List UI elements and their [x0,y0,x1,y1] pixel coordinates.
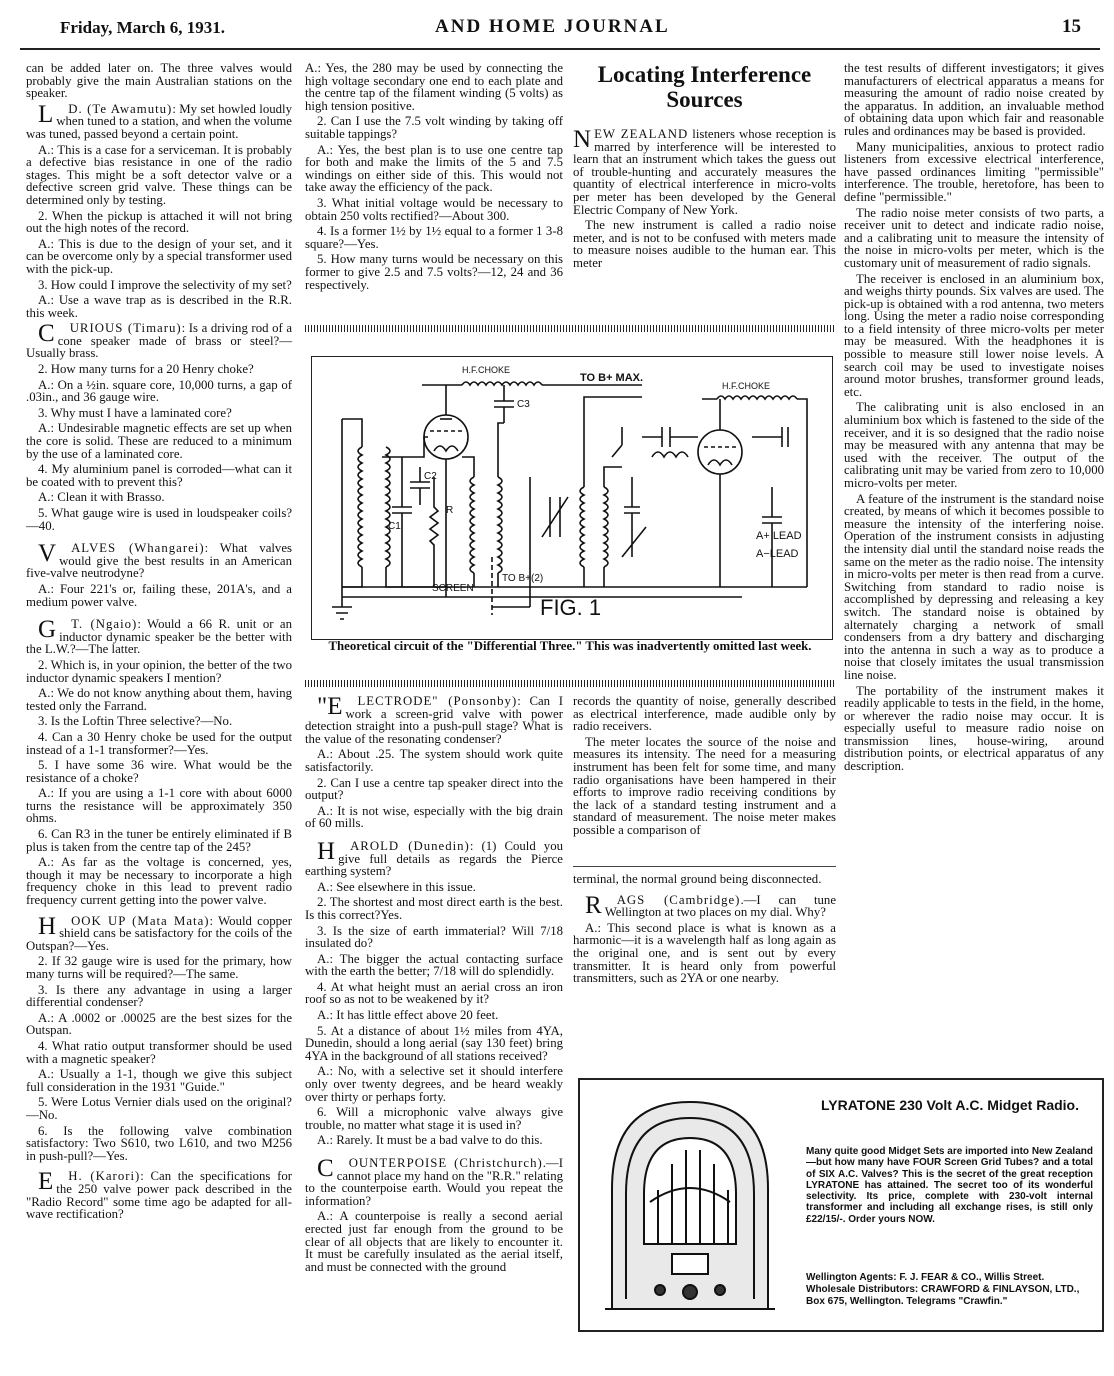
question: 3. What initial voltage would be necessary to obtain 250 volts rectified?—About 300. [305,195,563,223]
answer: A.: On a ½in. square core, 10,000 turns, a gap of .03in., and 36 gauge wire. [26,377,292,405]
question: 2. The shortest and most direct earth is the best. Is this correct?Yes. [305,895,563,922]
circuit-figure [311,356,833,640]
answer: A.: Usually a 1-1, though we give this subject full consideration in the 1931 "Guide." [26,1067,292,1094]
label-to-b2: TO B+(2) [502,573,544,584]
article-paragraph: The radio noise meter consists of two parts, a receiver unit to detect and indicate radio noise, and a calibrating unit to measure the intensity of the noise in micro-volts per meter, which is the customary unit of measurement of radio signals. [844,205,1104,270]
query-rags: R AGS (Cambridge).—I can tune Wellington at two places on my dial. Why? [585,891,836,920]
answer: A.: Rarely. It must be a bad valve to do this. [317,1133,543,1148]
query-electrode: "E LECTRODE" (Ponsonby): Can I work a screen-grid valve with power detection straight into a push-pull stage? What is the value of the resonating condenser? [305,693,563,746]
paragraph: can be added later on. The three valves would probably give the main Australian stations on the speaker. [26,61,292,101]
answer: A.: A counterpoise is really a second aerial erected just far enough from the ground to be clear of all objects that are likely to encounter it. It must be carefully insulated as the aerial itself, and must be connected with the ground [305,1209,563,1274]
article-paragraph: A feature of the instrument is the standard noise created, by means of which it becomes possible to measure the intensity of the interfering noise. Operation of the instrument consists in adjusting the intensity dial until the standard noise reads the same on the meter as the radio noise. The intensity in micro-volts per meter is then read from a curve. Switching from standard to radio noise is accomplished by depressing and releasing a key switch. The standard noise is obtained by alternately charging a network of small condensers from a dry battery and discharging into the antenna in such a way as to produce a noise that closely imitates the usual transmission line noise. [844,491,1104,682]
question: 2. How many turns for a 20 Henry choke? [38,362,254,377]
query-gt: G T. (Ngaio): Would a 66 R. unit or an inductor dynamic speaker be the better with the L.W.?—The latter. [26,616,292,657]
answer: A.: Clean it with Brasso. [38,490,165,505]
question: 3. Is the Loftin Three selective?—No. [38,714,233,729]
lyratone-advertisement [578,1078,1104,1332]
answer: A.: It has little effect above 20 feet. [317,1008,499,1023]
question: 3. Is the size of earth immaterial? Will 7/18 insulated do? [305,923,563,951]
column-rule [573,866,836,867]
label-c1: C1 [388,521,401,532]
answer: A.: This is a case for a serviceman. It is probably a defective bias resistance in one of the radio stages. This might be a soft detector valve or a defective screen grid valve. These things can be determined only by testing. [26,142,292,207]
ad-agents: Wellington Agents: F. J. FEAR & CO., Willis Street. [806,1272,1045,1283]
question: 3. Is there any advantage in using a larger differential condenser? [26,982,292,1010]
article-paragraph: The receiver is enclosed in an aluminium box, and weighs thirty pounds. Six valves are used. The pick-up is obtained with a rod antenna, two meters long. Using the meter a radio noise corresponding to a field intensity of three micro-volts per meter may be measured. With the headphones it is possible to measure still lower noise levels. A search coil may be used to investigate noises around motor brushes, transformer ground leads, etc. [844,271,1104,399]
article-paragraph: records the quantity of noise, generally described as electrical interference, made audible only by radio receivers. [573,694,836,734]
question: 4. Can a 30 Henry choke be used for the output instead of a 1-1 transformer?—Yes. [26,729,292,757]
column-2-bottom [305,695,563,1276]
answer: A.: The bigger the actual contacting surface with the earth the better; 7/18 will do splendidly. [305,951,563,979]
label-a-minus-lead: A−LEAD [756,548,799,560]
query-harold: H AROLD (Dunedin): (1) Could you give full details as regards the Pierce earthing system? [305,837,563,879]
question: 2. Can I use a centre tap speaker direct into the output? [305,775,563,803]
article-paragraph: The portability of the instrument makes it readily applicable to tests in the field, in the home, or wherever the radio noise may occur. It is especially useful to measure radio noise on transmission lines, house-wiring, around distribution points, or electrical apparatus of any description. [844,683,1104,774]
question: 4. What ratio output transformer should be used with a magnetic speaker? [26,1038,292,1066]
article-paragraph: The meter locates the source of the noise and measures its intensity. The need for a measuring instrument has been felt for some time, and many radio organisations have been hampered in their efforts to improve radio receiving conditions by the lack of a standard testing instrument and a standard of measurement. The noise meter makes possible a comparison of [573,734,836,837]
answer: A.: Yes, the 280 may be used by connecting the high voltage secondary one end to each plate and the centre tap of the filament winding (5 volts) as high tension positive. [305,61,563,113]
question: 4. Is a former 1½ by 1½ equal to a former 1 3-8 square?—Yes. [305,224,563,251]
question: 2. When the pickup is attached it will not bring out the high notes of the record. [26,208,292,236]
ad-footer [806,1272,1093,1308]
query-hookup: H OOK UP (Mata Mata): Would copper shield cans be satisfactory for the coils of the Outspan?—Yes. [26,912,292,953]
answer: A.: This is due to the design of your set, and it can be overcome only by a special transformer used with the pick-up. [26,236,292,276]
query-eh: E H. (Karori): Can the specifications for the 250 valve power pack described in the "Radio Record" some time ago be adapted for all-wave rectification? [26,1168,292,1222]
page-header [0,0,1114,44]
question: 2. If 32 gauge wire is used for the primary, how many turns will be required?—The same. [26,954,292,981]
masthead: AND HOME JOURNAL [435,16,670,37]
question: 6. Is the following valve combination satisfactory: Two S610, two L610, and two M256 in push-pull?—Yes. [26,1123,292,1163]
issue-date: Friday, March 6, 1931. [60,18,225,37]
article-column-top [573,62,836,273]
article-title: Locating Interference Sources [597,62,812,112]
ad-title: LYRATONE 230 Volt A.C. Midget Radio. [821,1097,1079,1113]
query-valves: V ALVES (Whangarei): What valves would give the best results in an American five-valve neutrodyne? [26,540,292,581]
column-1 [26,62,292,1224]
question: 6. Will a microphonic valve always give trouble, no matter what stage it is used in? [305,1105,563,1132]
question: 3. Why must I have a laminated core? [38,405,232,420]
label-screen: SCREEN [432,583,474,594]
question: 3. How could I improve the selectivity of my set? [38,277,292,292]
question: 2. Which is, in your opinion, the better of the two inductor dynamic speakers I mention? [26,657,292,685]
circuit-diagram [312,357,832,639]
answer: A.: Use a wave trap as is described in the R.R. this week. [26,293,292,320]
question: 6. Can R3 in the tuner be entirely eliminated if B plus is taken from the centre tap of the 245? [26,827,292,854]
answer: A.: It is not wise, especially with the big drain of 60 mills. [305,803,563,831]
label-hf-choke-1: H.F.CHOKE [462,365,511,375]
label-c2: C2 [424,471,437,482]
label-r: R [446,505,454,516]
answer: A.: This second place is what is known as a harmonic—it is a wavelength half as long again as the original one, and is sent out by every transmitter. It is heard only from powerful transmitters, such as 2YA or one nearby. [573,920,836,986]
radio-cabinet-illustration [600,1094,780,1316]
question: 5. How many turns would be necessary on this former to give 2.5 and 7.5 volts?—12, 24 and 36 respectively. [305,252,563,292]
answer: A.: As far as the voltage is concerned, yes, though it may be necessary to incorporate a high frequency choke in this lead to prevent radio frequency current getting into the power valve. [26,855,292,908]
query-counterpoise: C OUNTERPOISE (Christchurch).—I cannot place my hand on the "R.R." relating to the counterpoise earth. Would you repeat the information? [305,1155,563,1208]
page-number: 15 [1062,16,1081,37]
label-hf-choke-2: H.F.CHOKE [722,381,771,391]
answer: A.: Undesirable magnetic effects are set up when the core is solid. These are reduced to a minimum by the use of a laminated core. [26,421,292,461]
answer: A.: About .25. The system should work quite satisfactorily. [305,747,563,774]
answer: A.: See elsewhere in this issue. [317,879,476,894]
ornamental-rule [305,680,835,687]
answer: A.: If you are using a 1-1 core with about 6000 turns the resistance will be approximately 350 ohms. [26,786,292,826]
header-rule [20,48,1100,50]
article-paragraph: The new instrument is called a radio noise meter, and is not to be confused with meters made to measure noises audible to the human ear. This meter [573,218,836,270]
question: 4. My aluminium panel is corroded—what can it be coated with to prevent this? [26,462,292,489]
ornamental-rule [305,325,835,332]
column-2-top [305,62,563,294]
ad-body: Many quite good Midget Sets are imported into New Zealand—but how many have FOUR Screen Grid Tubes? and a total of SIX A.C. Valves? This is the secret of the great reception LYRATONE has attained. The secret too of its wonderful selectivity. Its price, complete with 230-volt internal transformer and including all exchange rises, is still only £22/15/-. Order yours NOW. [806,1146,1093,1225]
question: 4. At what height must an aerial cross an iron roof so as not to be weakened by it? [305,979,563,1007]
figure-caption: Theoretical circuit of the "Differential Three." This was inadvertently omitted last week. [328,639,812,653]
article-column-bottom [573,695,836,840]
article-paragraph: The calibrating unit is also enclosed in an aluminium box which is fastened to the side of the receiver, and it is so designed that the radio noise may be measured with any antenna that may be used with the receiver. The output of the calibrating unit may be varied from zero to 10,000 micro-volts per meter. [844,400,1104,490]
question: 2. Can I use the 7.5 volt winding by taking off suitable tappings? [305,114,563,141]
question: 5. At a distance of about 1½ miles from 4YA, Dunedin, should a long aerial (say 130 feet) bring 4YA in the background of all stations received? [305,1023,563,1063]
answer: A.: Yes, the best plan is to use one centre tap for both and make the limits of the 5 and 7.5 windings on either side of this. This would not take away the efficiency of the pack. [305,142,563,195]
article-column-right [844,62,1104,776]
article-paragraph: the test results of different investigators; it gives manufacturers of electrical apparatus a means for measuring the amount of radio noise created by the apparatus. In addition, an invaluable method of obtaining data upon which fair and reasonable rules and ordinances may be based is provided. [844,61,1104,138]
question: 5. I have some 36 wire. What would be the resistance of a choke? [26,758,292,785]
article-paragraph: Many municipalities, anxious to protect radio listeners from excessive electrical interference, have passed ordinances limiting "permissible" interference. The trouble, heretofore, has been to define "permissible." [844,139,1104,204]
paragraph: terminal, the normal ground being disconnected. [573,872,822,886]
article-lead: NEW ZEALAND listeners whose reception is marred by interference will be interested to learn that an instrument which takes the guess out of trouble-hunting and accurately measures the quantity of electrical interference in micro-volts per meter has been developed by the General Electric Company of New York. [573,126,836,217]
query-ld: L D. (Te Awamutu): My set howled loudly when tuned to a station, and when the volume was tuned, passed beyond a certain point. [26,100,292,141]
label-a-plus-lead: A+ LEAD [756,530,802,542]
question: 5. Were Lotus Vernier dials used on the original?—No. [26,1095,292,1122]
figure-title: FIG. 1 [540,595,602,620]
label-c3: C3 [517,399,530,410]
label-to-b-max: TO B+ MAX. [580,372,644,384]
ad-distributors: Wholesale Distributors: CRAWFORD & FINLAYSON, LTD., Box 675, Wellington. Telegrams "Crawfin." [806,1284,1080,1307]
column-3-answers [573,873,836,988]
query-curious: C URIOUS (Timaru): Is a driving rod of a cone speaker made of brass or steel?—Usually brass. [26,320,292,361]
answer: A.: We do not know anything about them, having tested only the Farrand. [26,686,292,713]
answer: A.: Four 221's or, failing these, 201A's, and a medium power valve. [26,581,292,609]
question: 5. What gauge wire is used in loudspeaker coils?—40. [26,506,292,533]
answer: A.: A .0002 or .00025 are the best sizes for the Outspan. [26,1010,292,1038]
answer: A.: No, with a selective set it should interfere only over twenty degrees, and be heard weakly over thirty or perhaps forty. [305,1064,563,1104]
